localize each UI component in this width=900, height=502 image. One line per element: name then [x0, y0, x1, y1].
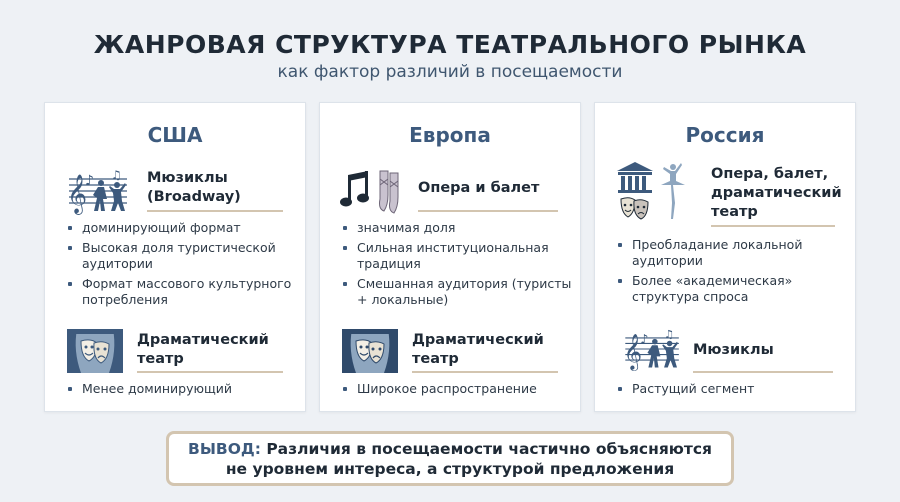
list-item: доминирующий формат: [67, 220, 302, 236]
list-item: Растущий сегмент: [617, 381, 852, 397]
list-item: Высокая доля туристической аудитории: [67, 240, 302, 272]
section-divider: [147, 210, 283, 212]
section-heading: Опера и балет: [418, 180, 540, 196]
bullet-list: [342, 381, 577, 401]
musical-dancers-icon: [67, 165, 131, 221]
conclusion-text-1: Различия в посещаемости частично объясняются: [266, 440, 712, 458]
conclusion-label: ВЫВОД:: [188, 440, 261, 458]
card-title: Россия: [685, 123, 765, 147]
bullet-list: [342, 220, 577, 312]
section-divider: [711, 225, 835, 227]
section-heading: Опера, балет, драматический театр: [711, 166, 842, 220]
card-russia: [594, 102, 856, 412]
svg-text:♫: ♫: [111, 168, 122, 182]
svg-text:𝄞: 𝄞: [67, 174, 88, 214]
card-usa: [44, 102, 306, 412]
section-divider: [412, 371, 558, 373]
conclusion-line-1: [169, 439, 731, 459]
svg-text:♪: ♪: [640, 332, 649, 348]
list-item: Более «академическая» структура спроса: [617, 273, 852, 305]
theater-building-ballerina-icon: [615, 159, 691, 231]
musical-dancers-icon: [623, 325, 683, 377]
card-europe: [319, 102, 581, 412]
section-divider: [418, 210, 558, 212]
card-title: Европа: [409, 123, 491, 147]
theater-masks-icon: [342, 329, 398, 377]
card-title: США: [147, 123, 203, 147]
section-heading: Мюзиклы: [693, 342, 774, 358]
page-title: ЖАНРОВАЯ СТРУКТУРА ТЕАТРАЛЬНОГО РЫНКА: [93, 30, 807, 59]
list-item: Менее доминирующий: [67, 381, 302, 397]
list-item: Сильная институциональная традиция: [342, 240, 577, 272]
conclusion-text-2: не уровнем интереса, а структурой предложения: [225, 460, 675, 478]
svg-text:♪: ♪: [85, 173, 94, 189]
section-divider: [693, 371, 833, 373]
list-item: значимая доля: [342, 220, 577, 236]
list-item: Преобладание локальной аудитории: [617, 237, 852, 269]
section-heading: Драматический театр: [137, 332, 269, 367]
svg-text:𝄞: 𝄞: [623, 333, 643, 370]
bullet-list: [617, 381, 852, 401]
list-item: Широкое распространение: [342, 381, 577, 397]
section-heading: Мюзиклы (Broadway): [147, 170, 241, 205]
list-item: Смешанная аудитория (туристы + локальные): [342, 276, 577, 308]
opera-ballet-icon: [340, 165, 404, 221]
section-heading: Драматический театр: [412, 332, 544, 367]
bullet-list: [617, 237, 852, 309]
bullet-list: [67, 220, 302, 312]
page-subtitle: как фактор различий в посещаемости: [277, 62, 623, 82]
section-divider: [137, 371, 283, 373]
svg-text:♫: ♫: [664, 327, 674, 341]
conclusion-box: [166, 431, 734, 486]
theater-masks-icon: [67, 329, 123, 377]
bullet-list: [67, 381, 302, 401]
list-item: Формат массового культурного потребления: [67, 276, 302, 308]
